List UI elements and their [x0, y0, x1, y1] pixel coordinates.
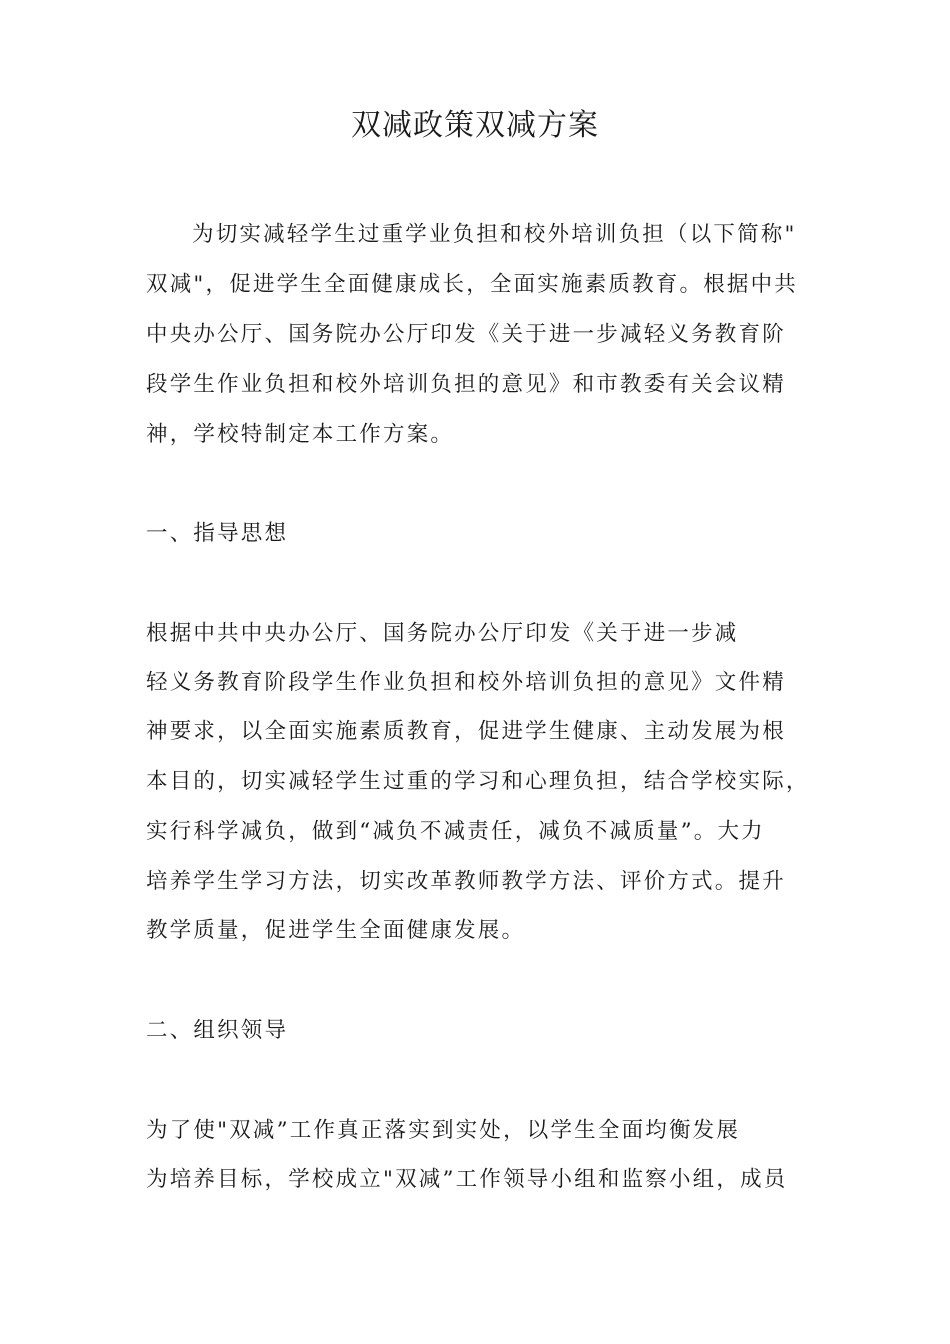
- section2-line: 为培养目标，学校成立"双减”工作领导小组和监察小组，成员: [146, 1167, 788, 1192]
- section1-line: 根据中共中央办公厅、国务院办公厅印发《关于进一步减: [146, 621, 739, 646]
- intro-line: 中央办公厅、国务院办公厅印发《关于进一步减轻义务教育阶: [146, 322, 786, 347]
- intro-line: 双减"，促进学生全面健康成长，全面实施素质教育。根据中共: [146, 272, 798, 297]
- intro-line: 段学生作业负担和校外培训负担的意见》和市教委有关会议精: [146, 372, 786, 397]
- section1-line: 神要求，以全面实施素质教育，促进学生健康、主动发展为根: [146, 719, 786, 744]
- section1-line: 培养学生学习方法，切实改革教师教学方法、评价方式。提升: [146, 869, 786, 894]
- intro-line: 神，学校特制定本工作方案。: [146, 422, 455, 447]
- document-title: 双减政策双减方案: [351, 108, 599, 143]
- section1-line: 本目的，切实减轻学生过重的学习和心理负担，结合学校实际，: [146, 769, 810, 794]
- section1-line: 教学质量，促进学生全面健康发展。: [146, 918, 526, 943]
- section-heading-guiding-thought: 一、指导思想: [146, 521, 289, 546]
- section-heading-organization: 二、组织领导: [146, 1018, 289, 1043]
- section1-line: 实行科学减负，做到“减负不减责任，减负不减质量”。大力: [146, 819, 765, 844]
- section2-line: 为了使"双减”工作真正落实到实处，以学生全面均衡发展: [146, 1118, 741, 1143]
- section1-line: 轻义务教育阶段学生作业负担和校外培训负担的意见》文件精: [146, 670, 786, 695]
- intro-line: 为切实减轻学生过重学业负担和校外培训负担（以下简称": [192, 222, 797, 247]
